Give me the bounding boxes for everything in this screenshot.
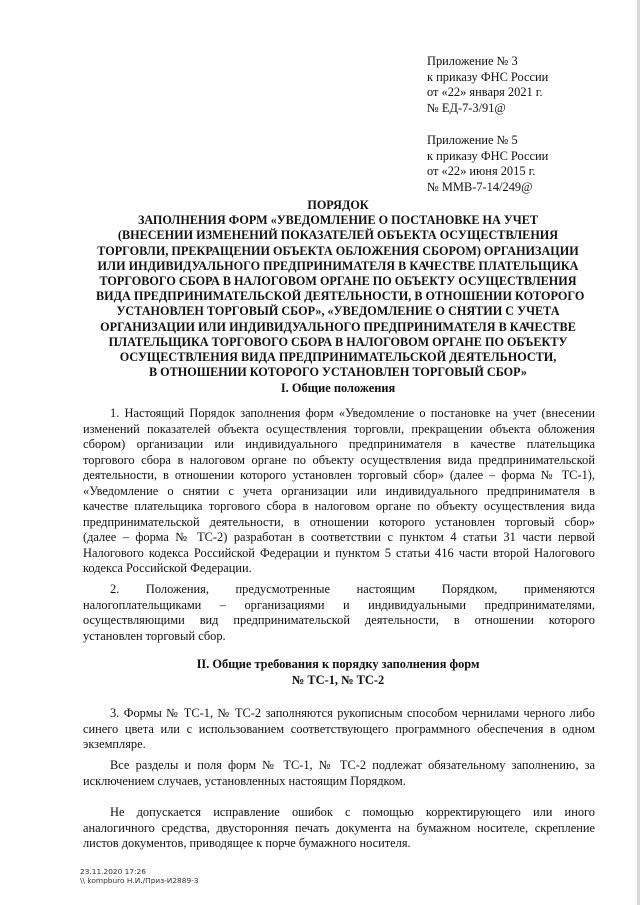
paragraph-line: Налогового кодекса Российской Федерации и пунктом 5 статьи 416 части второй Налогового xyxy=(83,545,595,560)
paragraph-line: деятельности, в отношении которого установлен торговый сбор» (далее – форма № ТС-1), xyxy=(83,468,595,482)
attachment-2-date: от «22» июня 2015 г. xyxy=(427,164,536,179)
title-line: ОРГАНИЗАЦИИ ИЛИ ИНДИВИДУАЛЬНОГО ПРЕДПРИНИМАТЕЛЯ В КАЧЕСТВЕ xyxy=(100,319,576,334)
paragraph-line: осуществляющими вид предпринимательской деятельности, в отношении которого xyxy=(83,613,595,627)
paragraph-line: налогоплательщиками – организациями и индивидуальными предпринимателями, xyxy=(83,597,595,612)
paragraph-line: синего цвета или с использованием соответствующего программного обеспечения в одном xyxy=(83,721,595,736)
paragraph-line: торгового сбора в налоговом органе по объекту осуществления вида предпринимательской xyxy=(83,452,595,467)
paragraph-line: исключением случаев, установленных настоящим Порядком. xyxy=(83,773,406,788)
title-line: ЗАПОЛНЕНИЯ ФОРМ «УВЕДОМЛЕНИЕ О ПОСТАНОВКЕ НА УЧЕТ xyxy=(138,213,538,228)
section-1-heading xyxy=(96,381,580,397)
title-line: ТОРГОВЛИ, ПРЕКРАЩЕНИИ ОБЪЕКТА ОБЛОЖЕНИЯ СБОРОМ) ОРГАНИЗАЦИИ xyxy=(97,243,579,258)
paragraph-line: предпринимательской деятельности, в отношении которого установлен торговый сбор» xyxy=(83,514,595,529)
section-2-heading xyxy=(96,657,580,688)
document-title xyxy=(96,198,585,380)
section-2-heading-line: II. Общие требования к порядку заполнения форм xyxy=(196,657,480,671)
paragraph-line: «Уведомление о снятии с учета организации или индивидуального предпринимателя в xyxy=(83,483,595,498)
section-2-heading-line: № ТС-1, № ТС-2 xyxy=(291,672,385,687)
paragraph-line: установлен торговый сбор. xyxy=(83,628,226,643)
attachment-1-date: от «22» января 2021 г. xyxy=(427,85,543,100)
attachment-header-2 xyxy=(427,133,548,195)
attachment-1-number: Приложение № 3 xyxy=(427,54,518,68)
title-line: ПОРЯДОК xyxy=(307,198,369,212)
section-1-heading-text: I. Общие положения xyxy=(280,381,396,395)
title-line: ИЛИ ИНДИВИДУАЛЬНОГО ПРЕДПРИНИМАТЕЛЯ В КАЧЕСТВЕ ПЛАТЕЛЬЩИКА xyxy=(97,258,579,273)
paragraph-line: качестве плательщика торгового сбора в налоговом органе по объекту осуществления вида xyxy=(83,499,595,513)
paragraph-4 xyxy=(83,758,595,789)
paragraph-2 xyxy=(83,582,595,644)
paragraph-line: 2. Положения, предусмотренные настоящим Порядком, применяются xyxy=(110,582,595,596)
paragraph-3 xyxy=(83,706,595,753)
title-line: УСТАНОВЛЕН ТОРГОВЫЙ СБОР», «УВЕДОМЛЕНИЕ О СНЯТИИ С УЧЕТА xyxy=(116,304,560,319)
paragraph-line: 3. Формы № ТС-1, № ТС-2 заполняются рукописным способом чернилами черного либо xyxy=(110,706,595,720)
footer-stamp xyxy=(80,867,199,885)
paragraph-line: листов документов, приводящее к порче бумажного носителя. xyxy=(83,836,411,850)
paragraph-line: 1. Настоящий Порядок заполнения форм «Уведомление о постановке на учет (внесении xyxy=(110,406,595,420)
attachment-2-code: № ММВ-7-14/249@ xyxy=(427,179,533,194)
title-line: (ВНЕСЕНИИ ИЗМЕНЕНИЙ ПОКАЗАТЕЛЕЙ ОБЪЕКТА ОСУЩЕСТВЛЕНИЯ xyxy=(117,228,559,243)
title-line: ПЛАТЕЛЬЩИКА ТОРГОВОГО СБОРА В НАЛОГОВОМ ОРГАНЕ ПО ОБЪЕКТУ xyxy=(108,334,568,349)
paragraph-line: сбором) организации или индивидуального предпринимателя в качестве плательщика xyxy=(83,437,595,451)
attachment-2-number: Приложение № 5 xyxy=(427,133,518,147)
stamp-datetime: 23.11.2020 17:26 xyxy=(80,867,146,876)
paragraph-1 xyxy=(83,406,595,577)
paragraph-line: (далее – форма № ТС-2) разработан в соответствии с пунктом 4 статьи 31 части первой xyxy=(83,530,595,544)
paragraph-line: аналогичного средства, двусторонняя печать документа на бумажном носителе, скрепление xyxy=(83,820,595,835)
paragraph-5 xyxy=(83,805,595,852)
title-line: ВИДА ПРЕДПРИНИМАТЕЛЬСКОЙ ДЕЯТЕЛЬНОСТИ, В ОТНОШЕНИИ КОТОРОГО xyxy=(96,289,585,304)
paragraph-line: экземпляре. xyxy=(83,737,146,751)
paragraph-line: Все разделы и поля форм № ТС-1, № ТС-2 подлежат обязательному заполнению, за xyxy=(110,758,595,772)
attachment-header-1 xyxy=(427,54,548,116)
title-line: ОСУЩЕСТВЛЕНИЯ ВИДА ПРЕДПРИНИМАТЕЛЬСКОЙ ДЕЯТЕЛЬНОСТИ, xyxy=(119,350,557,365)
stamp-path: \\ kompburo Н.И./Приз-И2889-3 xyxy=(80,876,199,885)
attachment-2-order: к приказу ФНС России xyxy=(427,148,549,163)
paragraph-line: Не допускается исправление ошибок с помощью корректирующего или иного xyxy=(110,805,595,819)
paragraph-line: изменений показателей объекта осуществления торговли, прекращении объекта обложения xyxy=(83,421,595,436)
attachment-1-code: № ЕД-7-3/91@ xyxy=(427,100,506,115)
title-line: В ОТНОШЕНИИ КОТОРОГО УСТАНОВЛЕН ТОРГОВЫЙ СБОР» xyxy=(148,365,527,380)
attachment-1-order: к приказу ФНС России xyxy=(427,69,549,84)
paragraph-line: кодекса Российской Федерации. xyxy=(83,561,252,575)
title-line: ТОРГОВОГО СБОРА В НАЛОГОВОМ ОРГАНЕ ПО ОБЪЕКТУ ОСУЩЕСТВЛЕНИЯ xyxy=(99,274,577,289)
